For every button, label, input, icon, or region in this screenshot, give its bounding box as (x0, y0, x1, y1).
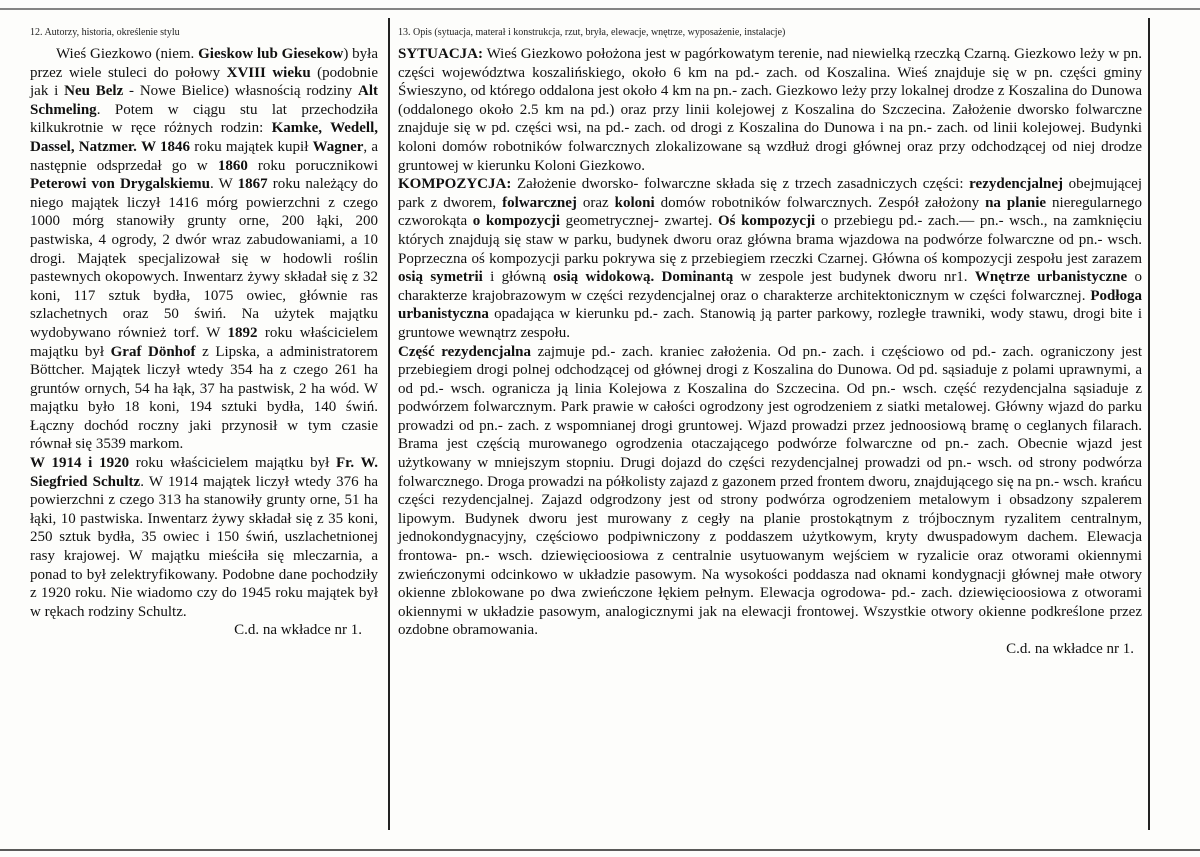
text-run: domów robotników folwarcznych. Zespół założony (654, 194, 986, 211)
bold-run: 1860 (217, 157, 248, 174)
bold-run: W 1846 (141, 138, 191, 155)
history-paragraph-2 (30, 454, 378, 621)
section-13-label: 13. Opis (sytuacja, materał i konstrukcja, rzut, bryła, elewacje, wnętrze, wyposażenie, instalacje) (398, 27, 786, 38)
bold-run: osią symetrii (398, 269, 483, 286)
bold-run: Podłoga urbanistyczna (398, 287, 1142, 323)
situation-paragraph (398, 45, 1142, 175)
bold-run: Oś kompozycji (717, 213, 816, 230)
description-column (398, 45, 1142, 659)
bold-run: Fr. W. Siegfried Schultz (30, 455, 379, 490)
bold-run: o kompozycji (472, 213, 560, 230)
bold-run: Neu Belz (64, 83, 124, 100)
bold-run: 1892 (227, 324, 258, 341)
bold-run: SYTUACJA: (398, 46, 484, 62)
text-run: geometrycznej- zwartej. (560, 213, 718, 230)
text-run: . W (209, 176, 238, 193)
bold-run: W 1914 i 1920 (30, 455, 130, 472)
text-run: obejmującej park z dworem, (398, 176, 1142, 211)
text-run: . W 1914 majątek liczył wtedy 376 ha powierzchni z czego 313 ha stanowiły grunty orne, 51 ha łąki, 10 pastwiska. Inwentarz żywy składał się z 35 koni, 250 sztuk bydła, 35 owiec i 150 świń, uszlachetnionej rasy krajowej. W majątku mieściła się mleczarnia, a ponad to był zelektryfikowany. Podobne dane pochodziły z 1920 roku. Nie wiadomo czy do 1945 roku majątek był w rękach rodziny Schultz. (30, 473, 378, 620)
bold-run: XVIII wieku (226, 64, 311, 81)
history-paragraph-1 (30, 45, 378, 454)
text-run: Wieś Giezkowo położona jest w pagórkowatym terenie, nad niewielką rzeczką Czarną. Giezkowo leży w pn. części województwa koszalińskiego, około 6 km na pd.- zach. od Koszalina. Wieś znajduje się w pn. części gminy Świeszyno, od którego oddalona jest około 4 km na pn.- zach. Giezkowo leży przy lokalnej drodze z Koszalina do Dunowa (oddalonego około 2.5 km na pd.) oraz przy linii kolejowej z Koszalina do Szczecina. Założenie dworsko folwarczne znajduje się w pd. części wsi, na pd.- zach. od drogi z Koszalina do Dunowa i na pn.- zach. od linii kolejowej. Budynki koloni domów robotników folwarcznych zlokalizowane są wzdłuż drogi głównej oraz przy odchodzącej od niej drodze gruntowej w kierunku Koloni Giezkowo. (398, 46, 1142, 174)
text-run: o przebiegu pd.- zach.— pn.- wsch., na zamknięciu których znajdują się staw w parku, budynek dworu oraz główna brama wjazdowa na podwórze folwarczne od pn.- wsch. Poprzeczna oś kompozycji parku pokrywa się z przebiegiem rzeczki Czarnej. Główna oś kompozycji zespołu jest zarazem (398, 213, 1142, 267)
text-run: roku właścicielem majątku był (30, 324, 378, 360)
bold-run: osią widokową. Dominantą (553, 269, 734, 286)
bold-run: Graf Dönhof (110, 343, 196, 360)
text-run: opadająca w kierunku pd.- zach. Stanowią ją parter parkowy, rozległe trawniki, wody stawu, drogi bite i gruntowe wewnątrz zespołu. (398, 306, 1142, 341)
text-run: i główną (482, 269, 554, 286)
description-continuation-note: C.d. na wkładce nr 1. (1006, 641, 1134, 657)
text-run: roku majątek kupił (190, 138, 313, 155)
text-run: - Nowe Bielice) własnością rodziny (123, 83, 358, 100)
bold-run: Kamke, Wedell, Dassel, Natzmer. (30, 120, 379, 155)
bold-run: rezydencjalnej (969, 176, 1064, 193)
composition-paragraph (398, 175, 1142, 342)
section-12-label: 12. Autorzy, historia, określenie stylu (30, 27, 180, 38)
bold-run: na planie (985, 194, 1047, 211)
history-column (30, 45, 378, 640)
bold-run: 1867 (237, 176, 268, 193)
text-run: o charakterze krajobrazowym w części rezydencjalnej oraz o charakterze architektonicznym w części folwarcznej. (398, 269, 1143, 304)
column-divider (388, 18, 390, 830)
text-run: roku właścicielem majątku był (129, 455, 336, 472)
bold-run: Wagner (312, 138, 364, 155)
text-run: Wieś Giezkowo (niem. (56, 46, 199, 62)
bold-run: Wnętrze urbanistyczne (974, 269, 1128, 286)
text-run: nieregularnego czworokąta (398, 194, 1142, 230)
text-run: (podobnie jak i (30, 64, 378, 100)
text-run: w zespole jest budynek dworu nr1. (733, 269, 975, 286)
residential-part-paragraph (398, 343, 1142, 641)
text-run: , a następnie odsprzedał go w (30, 138, 379, 174)
bold-run: KOMPOZYCJA: (398, 176, 512, 193)
bold-run: Część rezydencjalna (398, 343, 531, 360)
text-run: zajmuje pd.- zach. kraniec założenia. Od pn.- zach. i częściowo od pd.- zach. ograniczony jest przebiegiem drogi polnej odchodzącej od głównej drogi z Koszalina do Dunowa. Od pd. sąsiaduje z polami uprawnymi, a od pd.- wsch. ogranicza ją linia Kolejowa z Koszalina do Szczecina. Od pn.- wsch. część rezydencjalna sąsiaduje z podwórzem folwarcznym. Park prawie w całości ogrodzony jest ogrodzeniem z siatki metalowej. Główny wjazd do parku prowadzi od pn.- zach. z wspomnianej drogi gruntowej. Wjazd prowadzi przez jednoosiową bramę o ceglanych filarach. Brama jest częścią murowanego ogrodzenia otaczającego podwórze folwarczne od pn.- zach. Obecnie wjazd jest użytkowany w mniejszym stopniu. Drugi dojazd do części rezydencjalnej prowadzi od pn.- wsch. od strony podwórza folwarcznego. Droga prowadzi na półkolisty zajazd z gazonem przed frontem dworu, znajdującego się na pn.- wsch. krańcu części rezydencjalnej. Zajazd odgrodzony jest od strony podwórza ogrodzeniem metalowym i obsadzony szpalerem lipowym. Budynek dworu jest murowany z cegły na planie prostokątnym z trójbocznym ryzalitem centralnym, jednokondygnacyjny, częściowo podpiwniczony z poddaszem użytkowym, kryty dwuspadowym dachem. Elewacja frontowa- pn.- wsch. dziewięcioosiowa z centralnie usytuowanym wejściem w ryzalicie oraz otworami okiennymi zwieńczonymi odcinkowo w układzie pasowym. Na wysokości poddasza nad oknami kondygnacji głównej małe otwory okienne zblokowane po dwa zwieńczone łękiem pełnym. Elewacja ogrodowa- pd.- zach. dziewięcioosiowa z otworami okiennymi w układzie pasowym, analogicznymi jak na elewacji frontowej. Wszystkie otwory okienne podkreślone przez ozdobne obramowania. (398, 343, 1142, 639)
bottom-rule (0, 849, 1200, 851)
text-run: Założenie dworsko- folwarczne składa się z trzech zasadniczych części: (511, 176, 970, 193)
right-border (1148, 18, 1150, 830)
text-run: roku porucznikowi (247, 157, 378, 174)
text-run: roku należący do niego majątek liczył 1416 mórg powierzchni z czego 1000 mórg stanowiły grunty orne, 200 łąki, 200 pastwiska, 4 ogrody, 2 dwór wraz zabudowaniami, a 10 drogi. Majątek specjalizował się w hodowli roślin pastewnych okopowych. Inwentarz żywy składał się z 32 koni, 117 sztuk bydła, 1075 owiec, głównie ras szlachetnych oraz 50 świń. Na użytek majątku wydobywano również torf. W (30, 176, 379, 341)
bold-run: koloni (614, 194, 655, 211)
history-continuation-note: C.d. na wkładce nr 1. (234, 622, 362, 639)
text-run: z Lipska, a administratorem Böttcher. Majątek liczył wtedy 354 ha z czego 261 ha gruntów ornych, 54 ha łąk, 37 ha pastwisk, 2 ha wód. W majątku było 18 koni, 194 sztuki bydła, 140 świń. Łączny dochód roczny jaki przynosił w tym czasie równał się 3539 markom. (30, 343, 378, 453)
text-run: ) była przez wiele stuleci do połowy (30, 46, 378, 81)
top-rule (0, 8, 1200, 10)
bold-run: Alt Schmeling (30, 83, 378, 118)
text-run: oraz (576, 194, 615, 211)
text-run: . Potem w ciągu stu lat przechodziła kilkukrotnie w ręce różnych rodzin: (30, 101, 378, 137)
bold-run: Peterowi von Drygalskiemu (30, 176, 210, 193)
bold-run: folwarcznej (502, 194, 577, 211)
bold-run: Gieskow lub Giesekow (198, 46, 344, 62)
